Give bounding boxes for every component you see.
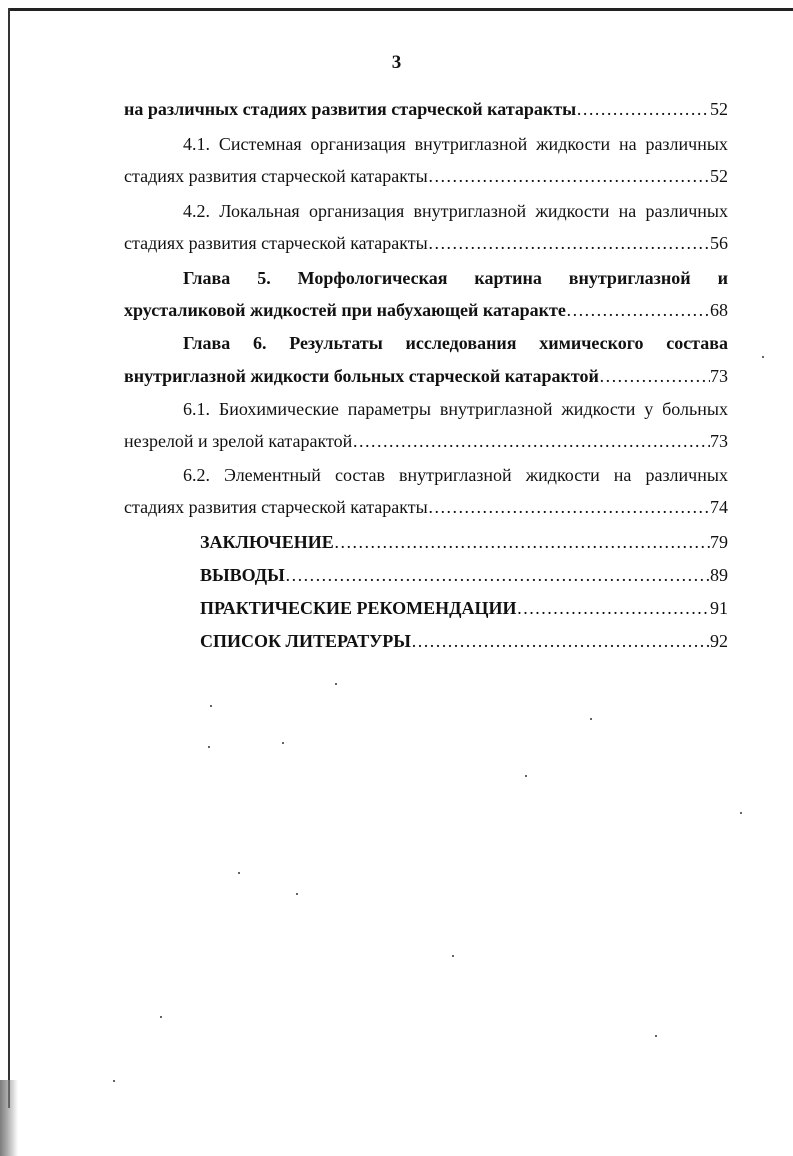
toc-page-number: 92 — [710, 631, 728, 651]
toc-page-number: 73 — [710, 431, 728, 451]
word: различных — [645, 134, 728, 154]
scan-speck — [590, 718, 592, 720]
word: состава — [666, 333, 728, 353]
toc-entry-4-1-line2 — [124, 163, 728, 189]
toc-page-number: 56 — [710, 233, 728, 253]
word: картина — [474, 268, 542, 288]
word: состав — [334, 465, 385, 485]
scan-speck — [113, 1080, 115, 1082]
word: химического — [539, 333, 644, 353]
word: различных — [645, 465, 728, 485]
page-number: 3 — [391, 52, 402, 73]
word: 6. — [252, 333, 267, 353]
leader-dots — [334, 529, 710, 555]
toc-entry-title: ЗАКЛЮЧЕНИЕ — [200, 532, 334, 552]
word: Локальная — [219, 201, 300, 221]
toc-entry-6-2-line2 — [124, 494, 728, 520]
leader-dots — [285, 562, 710, 588]
word: организация — [310, 134, 406, 154]
word: Глава — [183, 333, 231, 353]
toc-entry-findings — [200, 562, 728, 588]
leader-dots — [599, 363, 710, 389]
toc-page-number: 89 — [710, 565, 728, 585]
toc-entry-title: ВЫВОДЫ — [200, 565, 285, 585]
toc-entry-chapter6-line2 — [124, 363, 728, 389]
toc-entry-title: на различных стадиях развития старческой катаракты — [124, 99, 577, 119]
toc-page-number: 52 — [710, 99, 728, 119]
leader-dots — [428, 230, 710, 256]
toc-page-number: 74 — [710, 497, 728, 517]
scan-speck — [740, 812, 742, 814]
toc-entry-4-2-line2 — [124, 230, 728, 256]
toc-entry-chapter4-continuation — [124, 96, 728, 122]
toc-entry-title: хрусталиковой жидкостей при набухающей катаракте — [124, 300, 566, 320]
scan-speck — [282, 742, 284, 744]
toc-entry-references — [200, 628, 728, 654]
scan-speck — [296, 893, 298, 895]
leader-dots — [576, 96, 710, 122]
word: параметры — [347, 399, 431, 419]
word: внутриглазной — [413, 201, 527, 221]
toc-entry-chapter5-line1 — [183, 265, 728, 291]
scan-speck — [525, 775, 527, 777]
word: жидкости — [525, 465, 600, 485]
toc-entry-title: ПРАКТИЧЕСКИЕ РЕКОМЕНДАЦИИ — [200, 598, 517, 618]
toc-page-number: 52 — [710, 166, 728, 186]
toc-entry-recommendations — [200, 595, 728, 621]
leader-dots — [566, 297, 710, 323]
word: жидкости — [561, 399, 636, 419]
toc-entry-chapter6-line1 — [183, 330, 728, 356]
scan-speck — [208, 746, 210, 748]
word: у — [644, 399, 654, 419]
word: внутриглазной — [414, 134, 528, 154]
word: Биохимические — [218, 399, 339, 419]
leader-dots — [352, 428, 710, 454]
toc-entry-4-2-line1 — [183, 198, 728, 224]
word: Морфологическая — [297, 268, 448, 288]
toc-entry-title: СПИСОК ЛИТЕРАТУРЫ — [200, 631, 411, 651]
word: 6.2. — [183, 465, 210, 485]
scan-speck — [762, 356, 764, 358]
word: внутриглазной — [439, 399, 553, 419]
toc-entry-title: стадиях развития старческой катаракты — [124, 166, 428, 186]
toc-entry-conclusion — [200, 529, 728, 555]
word: Результаты — [289, 333, 383, 353]
word: Глава — [183, 268, 231, 288]
leader-dots — [517, 595, 710, 621]
word: 5. — [257, 268, 271, 288]
word: внутриглазной — [568, 268, 691, 288]
toc-entry-6-1-line1 — [183, 396, 728, 422]
toc-entry-title: стадиях развития старческой катаракты — [124, 497, 428, 517]
scan-speck — [335, 683, 337, 685]
toc-entry-6-2-line1 — [183, 462, 728, 488]
toc-page-number: 91 — [710, 598, 728, 618]
scan-left-border — [8, 8, 10, 1108]
word: организация — [308, 201, 405, 221]
toc-entry-title: внутриглазной жидкости больных старческой катарактой — [124, 366, 599, 386]
word: жидкости — [535, 201, 610, 221]
word: больных — [662, 399, 728, 419]
word: 6.1. — [183, 399, 210, 419]
scan-edge-shadow — [0, 1080, 18, 1156]
leader-dots — [428, 163, 710, 189]
word: внутриглазной — [399, 465, 512, 485]
toc-entry-title: стадиях развития старческой катаракты — [124, 233, 428, 253]
word: и — [717, 268, 728, 288]
toc-page-number: 68 — [710, 300, 728, 320]
toc-page-number: 79 — [710, 532, 728, 552]
scan-speck — [210, 705, 212, 707]
word: на — [613, 465, 632, 485]
scan-top-border — [8, 8, 793, 11]
word: на — [618, 134, 637, 154]
scan-speck — [655, 1035, 657, 1037]
toc-entry-4-1-line1 — [183, 131, 728, 157]
word: 4.1. — [183, 134, 210, 154]
toc-entry-6-1-line2 — [124, 428, 728, 454]
word: исследования — [405, 333, 517, 353]
toc-entry-chapter5-line2 — [124, 297, 728, 323]
leader-dots — [411, 628, 710, 654]
word: на — [618, 201, 637, 221]
scan-speck — [160, 1016, 162, 1018]
scan-speck — [452, 955, 454, 957]
word: различных — [645, 201, 728, 221]
leader-dots — [428, 494, 710, 520]
word: Системная — [218, 134, 302, 154]
toc-entry-title: незрелой и зрелой катарактой — [124, 431, 353, 451]
scan-speck — [238, 872, 240, 874]
word: Элементный — [224, 465, 321, 485]
toc-page-number: 73 — [710, 366, 728, 386]
word: жидкости — [536, 134, 611, 154]
word: 4.2. — [183, 201, 210, 221]
